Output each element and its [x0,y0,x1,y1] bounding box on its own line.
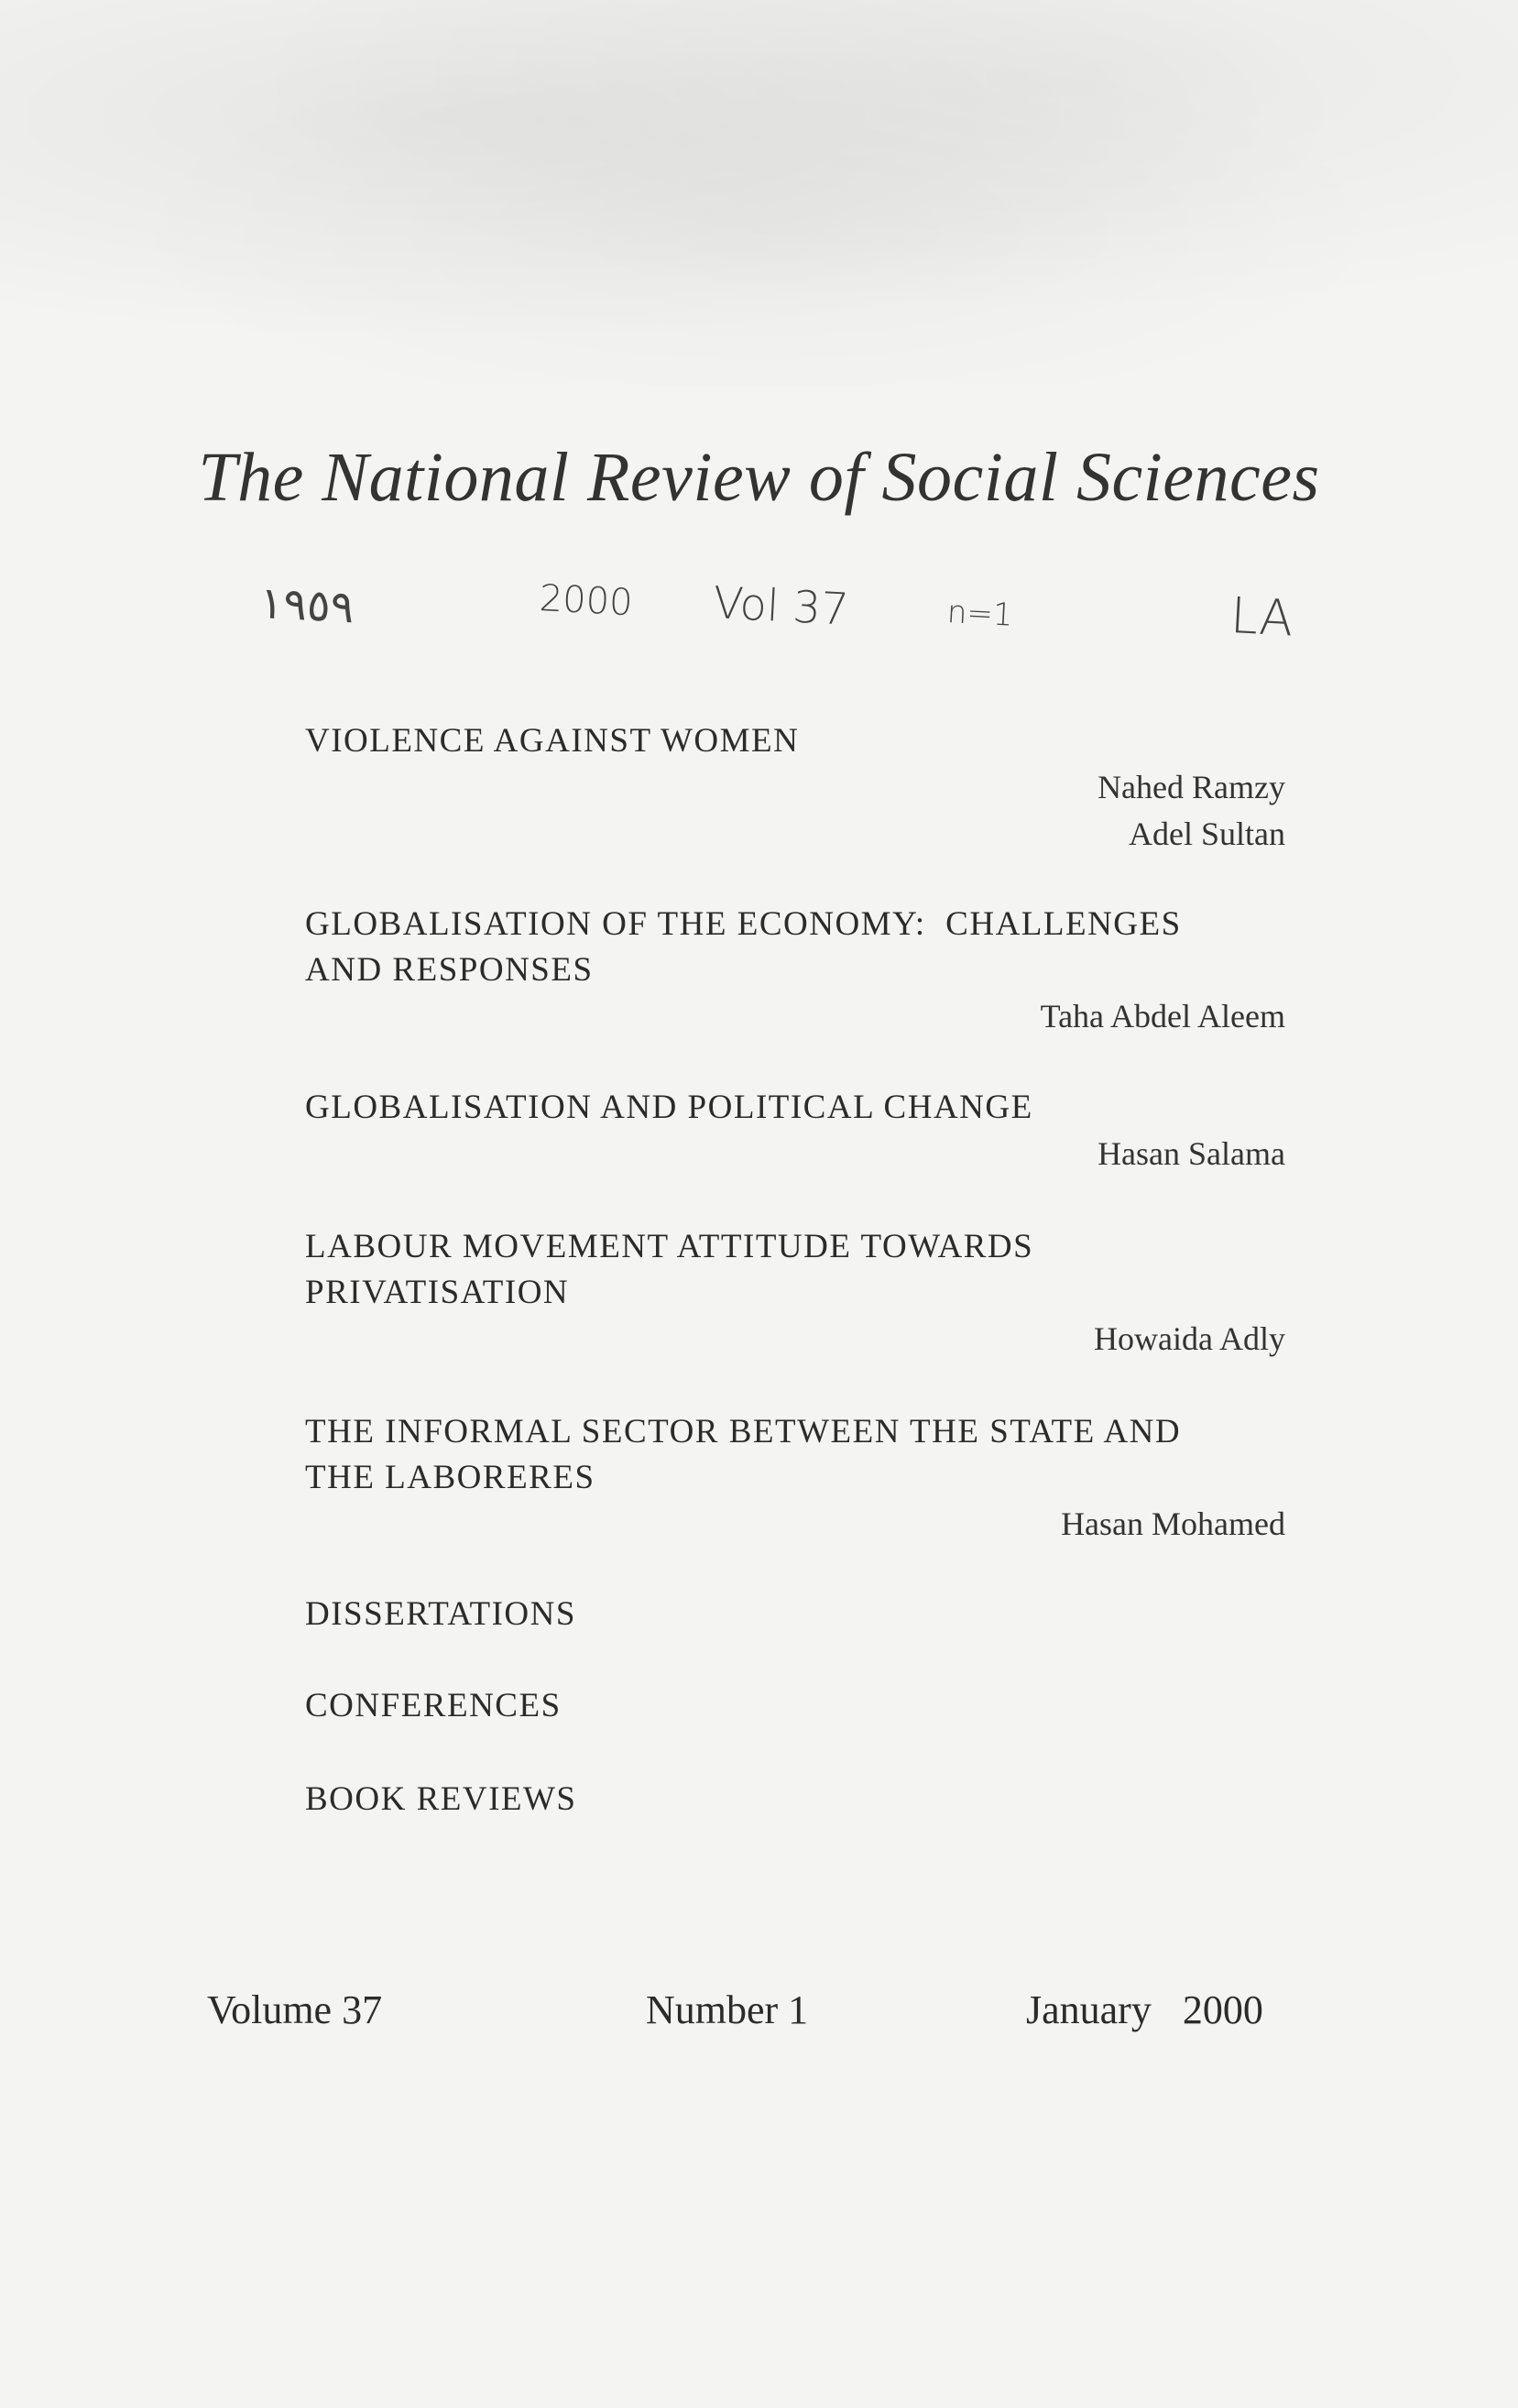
article-author: Taha Abdel Aleem [1040,998,1285,1034]
article-author: Hasan Mohamed [1061,1505,1285,1542]
article-title-continued: AND RESPONSES [305,951,594,989]
article-author: Nahed Ramzy [1098,769,1285,805]
footer-volume: Volume 37 [207,1987,383,2032]
article-author: Adel Sultan [1129,815,1285,852]
section-conferences: CONFERENCES [305,1687,562,1724]
paper-texture [0,0,1518,385]
article-title-continued: PRIVATISATION [305,1274,570,1311]
toc-entry [305,718,1285,858]
footer-date: January 2000 [1026,1987,1263,2032]
article-title [305,902,1285,947]
toc-entry [305,1409,1285,1548]
handwritten-note-number: n=1 [945,594,1014,634]
article-title: VIOLENCE AGAINST WOMEN [305,722,800,760]
article-author: Howaida Adly [1094,1320,1285,1357]
journal-title: The National Review of Social Sciences [198,439,1320,516]
toc-entry [305,1224,1285,1363]
toc-entry [305,902,1285,1040]
article-title: GLOBALISATION AND POLITICAL CHANGE [305,1089,1033,1126]
section-dissertations: DISSERTATIONS [305,1595,576,1633]
article-title-line: GLOBALISATION OF THE ECONOMY: CHALLENGES [305,905,1182,943]
article-author: Hasan Salama [1098,1135,1285,1172]
handwritten-note-code: LA [1229,586,1295,648]
article-title-continued: THE LABORERES [305,1459,595,1496]
section-book-reviews: BOOK REVIEWS [305,1780,577,1818]
article-title: LABOUR MOVEMENT ATTITUDE TOWARDS [305,1228,1034,1265]
toc-entry [305,1085,1285,1177]
handwritten-note-year: 2000 [538,577,634,625]
footer-number: Number 1 [646,1987,809,2032]
handwritten-note-serial: ١٩٥٩ [258,577,355,634]
handwritten-note-volume: Vol 37 [712,577,850,636]
article-title: THE INFORMAL SECTOR BETWEEN THE STATE AND [305,1413,1182,1450]
